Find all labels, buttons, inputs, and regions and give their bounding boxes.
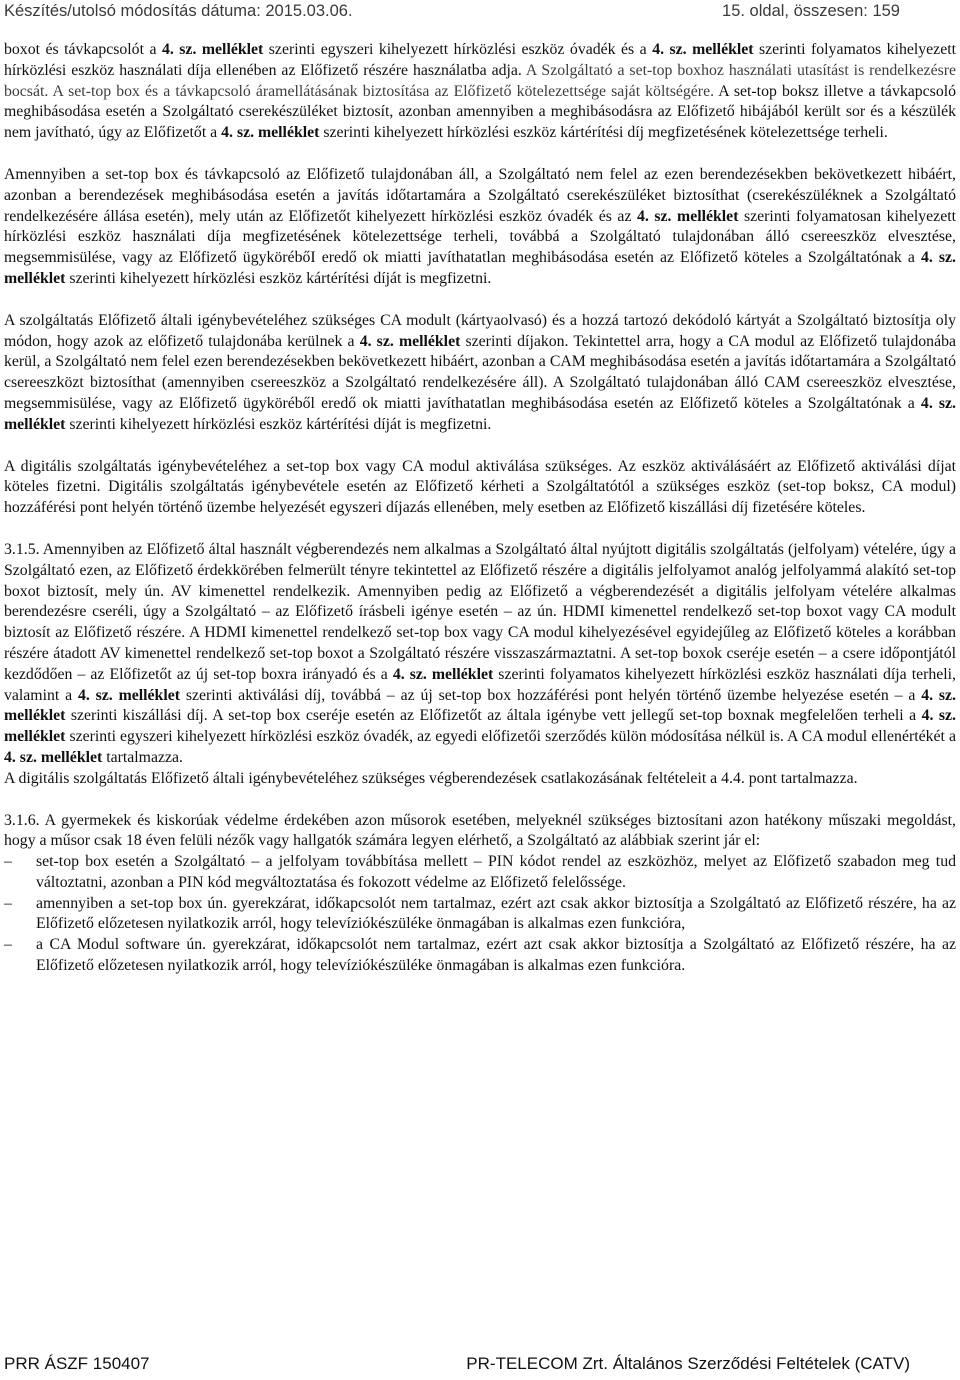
- text-run: Amennyiben a set-top box és távkapcsoló az Előfizető tulajdonában áll, a Szolgáltató nem felel az ezen berendezésekben bekövetkezett hibáért, azonban a berendezések meghibásodása esetén a javítás időtartamára a Szolgáltató cserekészüléket biztosíthat (cserekészüléknek a Szolgáltató rendelkezésére állása esetén), mely után az Előfizetőt kihelyezett hírközlési eszköz óvadék és az: [4, 165, 956, 225]
- footer-document-code: PRR ÁSZF 150407: [4, 1354, 150, 1373]
- text-run: szerinti aktiválási díj, továbbá – az új set-top box hozzáférési pont helyén történő üzembe helyezése esetén – a: [180, 686, 922, 704]
- dash-bullet-icon: –: [4, 853, 12, 871]
- text-run: szerinti egyszeri kihelyezett hírközlési eszköz óvadék, az egyedi előfizetői szerződés külön módosítása nélkül is. A CA modul ellenértékét a: [65, 728, 956, 746]
- text-run: szerinti folyamatosan kihelyezett hírközlési eszköz használati díja megfizetésének kötelezettsége terheli, továbbá a Szolgáltató tulajdonában álló csereeszköz elvesztése, megsemmisülése, vagy az Előfizető ügykörébőI eredő ok miatti javíthatatlan meghibásodása esetén az Előfizető köteles a Szolgáltatónak a: [4, 207, 956, 267]
- text-run: szerinti kihelyezett hírközlési eszköz kártérítési díját is megfizetni.: [65, 269, 492, 287]
- annex-reference: 4. sz. melléklet: [4, 249, 957, 287]
- paragraph: [4, 457, 956, 519]
- annex-reference: 4. sz. melléklet: [4, 707, 957, 746]
- annex-reference: 4. sz. melléklet: [4, 748, 103, 766]
- text-run: szerinti kihelyezett hírközlési eszköz kártérítési díját is megfizetni.: [65, 415, 492, 433]
- annex-reference: 4. sz. melléklet: [4, 394, 957, 433]
- paragraph: [4, 311, 956, 436]
- paragraph: [4, 769, 956, 790]
- text-run: A digitális szolgáltatás Előfizető általi igénybevételéhez szükséges végberendezések csatlakozásának feltételeit a 4.4. pont tartalmazza.: [4, 769, 858, 787]
- footer-document-title: PR-TELECOM Zrt. Általános Szerződési Feltételek (CATV): [466, 1354, 910, 1373]
- text-run: A Szolgáltató a set-top boxhoz használati utasítást is rendelkezésre bocsát.: [4, 61, 956, 100]
- annex-reference: 4. sz. melléklet: [359, 332, 461, 350]
- dash-bullet-icon: –: [4, 894, 12, 912]
- text-run: A szolgáltatás Előfizető általi igénybevételéhez szükséges CA modult (kártyaolvasó) és a hozzá tartozó dekódoló kártyát a Szolgáltató biztosítja oly módon, hogy azok az előfizető tulajdonába kerülnek a: [4, 311, 956, 350]
- text-run: szerinti folyamatos kihelyezett hírközlési eszköz használati díja terheli, valamint a: [4, 665, 957, 704]
- dash-bullet-icon: –: [4, 936, 12, 954]
- annex-reference: 4. sz. melléklet: [221, 124, 320, 142]
- paragraph: [4, 540, 956, 769]
- text-run: A set-top boksz illetve a távkapcsoló meghibásodása esetén a Szolgáltató cserekészüléket biztosít, azonban amennyiben a meghibásodásra az Előfizető hibájából került sor és a készülék nem javítható, úgy az Előfizetőt a: [4, 82, 956, 142]
- page-footer: [4, 1354, 910, 1378]
- dash-list: [4, 852, 956, 977]
- text-run: A set-top box és a távkapcsoló áramellátásának biztosítása az Előfizető kötelezettsége saját költségére.: [52, 82, 715, 100]
- text-run: szerinti folyamatos kihelyezett hírközlési eszköz használati díja ellenében az Előfizető részére használatba adja.: [4, 41, 956, 79]
- annex-reference: 4. sz. melléklet: [392, 665, 494, 683]
- text-run: tartalmazza.: [102, 748, 183, 766]
- list-item: [4, 935, 956, 977]
- text-run: 3.1.6. A gyermekek és kiskorúak védelme érdekében azon műsorok esetében, melyeknél szükséges biztosítani azon hatékony műszaki megoldást, hogy a műsor csak 18 éven felüli nézők vagy hallgatók számára legyen elérhető, a Szolgáltató az alábbiak szerint jár el:: [4, 811, 956, 850]
- list-item-text: a CA Modul software ún. gyerekzárat, időkapcsolót nem tartalmaz, ezért azt csak akkor biztosítja a Szolgáltató az Előfizető részére, ha az Előfizető előzetesen nyilatkozik arról, hogy televíziókészüléke önmagában is alkalmas ezen funkcióra.: [36, 936, 956, 975]
- text-run: 3.1.5. Amennyiben az Előfizető által használt végberendezés nem alkalmas a Szolgáltató által nyújtott digitális szolgáltatás (jelfolyam) vételére, úgy a Szolgáltató ezen, az Előfizető érdekkörében felmerült tényre tekintettel az Előfizető részére a digitális jelfolyamot analóg jelfolyammá alakító set-top boxot biztosít, mely ún. AV kimenettel rendelkezik. Amennyiben pedig az Előfizető a végberendezését a digitális jelfolyam vételére alkalmas berendezésre cseréli, úgy a Szolgáltató – az Előfizető írásbeli igénye esetén – az ún. HDMI kimenettel rendelkező set-top boxot vagy CA modult biztosít az Előfizető részére. A HDMI kimenettel rendelkező set-top box vagy CA modul kihelyezésével egyidejűleg az Előfizető köteles a korábban részére átadott AV kimenettel rendelkező set-top boxot a Szolgáltató részére visszaszármaztatni. A set-top boxok cseréje esetén – a csere időpontjától kezdődően – az Előfizetőt az új set-top boxra irányadó és a: [4, 540, 956, 683]
- paragraph: [4, 40, 956, 144]
- text-run: szerinti kihelyezett hírközlési eszköz kártérítési díj megfizetésének kötelezettsége terheli.: [319, 124, 888, 142]
- header-modified-date: Készítés/utolsó módosítás dátuma: 2015.03.06.: [4, 2, 353, 20]
- annex-reference: 4. sz. melléklet: [161, 41, 264, 58]
- annex-reference: 4. sz. melléklet: [77, 686, 181, 704]
- list-item: [4, 894, 956, 936]
- text-run: szerinti egyszeri kihelyezett hírközlési eszköz óvadék és a: [263, 41, 653, 58]
- paragraph: [4, 165, 956, 290]
- list-item-text: amennyiben a set-top box ún. gyerekzárat, időkapcsolót nem tartalmaz, ezért azt csak akkor biztosítja a Szolgáltató az Előfizető részére, ha az Előfizető előzetesen nyilatkozik arról, hogy televíziókészüléke önmagában is alkalmas ezen funkcióra,: [36, 894, 956, 933]
- paragraph: [4, 811, 956, 853]
- text-run: szerinti díjakon. Tekintettel arra, hogy a CA modul az Előfizető tulajdonába kerül, a Szolgáltató nem felel ezen berendezésekben bekövetkezett hibáért, azonban a CAM meghibásodása esetén a javítás időtartamára a Szolgáltató csereeszközt biztosíthat (amennyiben csereeszköz a Szolgáltató rendelkezésére áll). A Szolgáltató tulajdonában álló CAM csereeszköz elvesztése, megsemmisülése, vagy az Előfizető ügyköréből eredő ok miatti javíthatatlan meghibásodása esetén az Előfizető köteles a Szolgáltatónak a: [4, 332, 957, 412]
- text-run: A digitális szolgáltatás igénybevételéhez a set-top box vagy CA modul aktiválása szükséges. Az eszköz aktiválásáért az Előfizető aktiválási díjat köteles fizetni. Digitális szolgáltatás igénybevétele esetén az Előfizető kérheti a Szolgáltatótól a szükséges eszköz (set-top boksz, CA modul) hozzáférési pont helyén történő üzembe helyezését egyszeri díjazás ellenében, mely esetben az Előfizető kiszállási díj fizetésére köteles.: [4, 457, 956, 517]
- text-run: boxot és távkapcsolót a: [4, 41, 162, 58]
- annex-reference: 4. sz. melléklet: [4, 686, 957, 725]
- header-page-number: 15. oldal, összesen: 159: [722, 2, 900, 20]
- document-body: [4, 40, 956, 977]
- list-item: [4, 852, 956, 894]
- annex-reference: 4. sz. melléklet: [637, 207, 739, 225]
- page-header: [4, 2, 900, 26]
- annex-reference: 4. sz. melléklet: [652, 41, 754, 58]
- list-item-text: set-top box esetén a Szolgáltató – a jelfolyam továbbítása mellett – PIN kódot rendel az eszközhöz, melyet az Előfizető szabadon meg tud változtatni, azonban a PIN kód megváltoztatása és fokozott védelme az Előfizető felelőssége.: [36, 853, 956, 891]
- text-run: szerinti kiszállási díj. A set-top box cseréje esetén az Előfizetőt az általa igénybe vett jellegű set-top boxnak megfelelően terheli a: [65, 707, 922, 725]
